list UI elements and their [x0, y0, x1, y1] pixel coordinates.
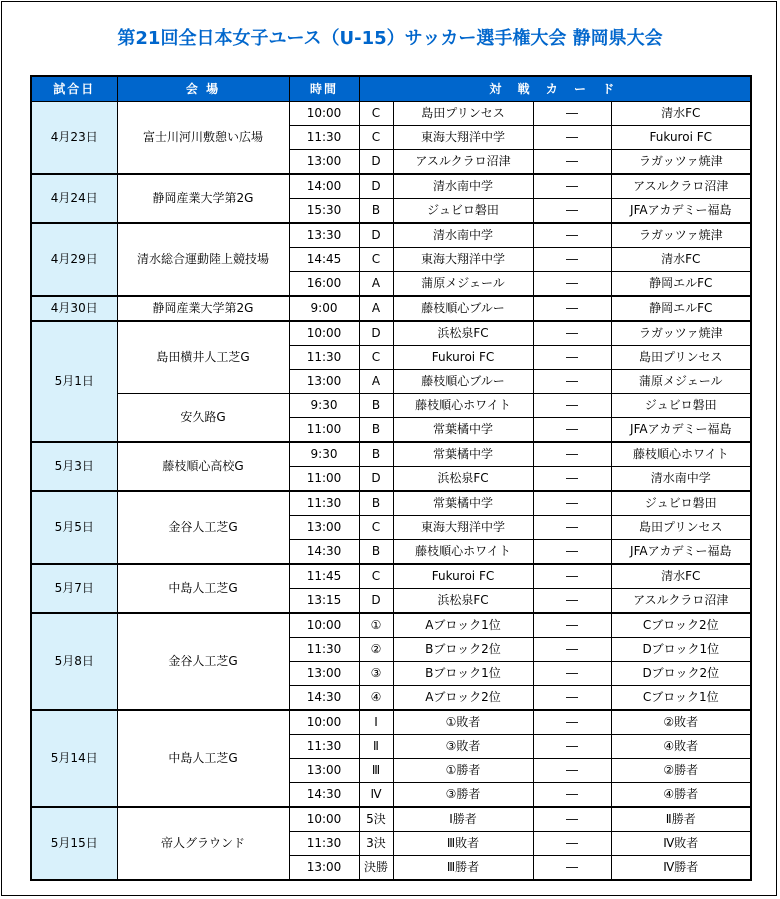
vs-dash: ―	[533, 467, 611, 492]
match-time: 10:00	[289, 613, 359, 638]
home-team: Bブロック1位	[393, 662, 533, 686]
match-venue: 富士川河川敷憩い広場	[117, 102, 289, 175]
home-team: 浜松泉FC	[393, 321, 533, 346]
match-court: C	[359, 248, 393, 272]
table-row	[31, 491, 751, 516]
match-time: 13:00	[289, 759, 359, 783]
away-team: Dブロック1位	[611, 638, 751, 662]
match-time: 15:30	[289, 199, 359, 224]
match-court: Ⅳ	[359, 783, 393, 808]
away-team: JFAアカデミー福島	[611, 199, 751, 224]
vs-dash: ―	[533, 126, 611, 150]
home-team: Ⅲ勝者	[393, 856, 533, 881]
vs-dash: ―	[533, 394, 611, 418]
vs-dash: ―	[533, 174, 611, 199]
vs-dash: ―	[533, 759, 611, 783]
table-row	[31, 102, 751, 126]
header-time: 時間	[289, 76, 359, 102]
header-venue: 会 場	[117, 76, 289, 102]
schedule-body	[31, 102, 751, 881]
header-card: 対 戦 カ ー ド	[359, 76, 751, 102]
home-team: 浜松泉FC	[393, 467, 533, 492]
home-team: アスルクラロ沼津	[393, 150, 533, 175]
match-date: 4月30日	[31, 296, 117, 321]
match-date: 5月14日	[31, 710, 117, 807]
match-time: 11:30	[289, 346, 359, 370]
match-court: Ⅰ	[359, 710, 393, 735]
match-date: 4月24日	[31, 174, 117, 223]
match-time: 10:00	[289, 807, 359, 832]
away-team: アスルクラロ沼津	[611, 589, 751, 614]
match-time: 14:45	[289, 248, 359, 272]
match-time: 13:00	[289, 516, 359, 540]
match-court: A	[359, 296, 393, 321]
match-court: B	[359, 199, 393, 224]
home-team: 藤枝順心ホワイト	[393, 394, 533, 418]
match-time: 9:30	[289, 394, 359, 418]
vs-dash: ―	[533, 199, 611, 224]
home-team: Fukuroi FC	[393, 564, 533, 589]
table-row	[31, 296, 751, 321]
vs-dash: ―	[533, 248, 611, 272]
match-court: ③	[359, 662, 393, 686]
match-time: 11:30	[289, 832, 359, 856]
away-team: 静岡エルFC	[611, 272, 751, 297]
away-team: Ⅳ勝者	[611, 856, 751, 881]
vs-dash: ―	[533, 102, 611, 126]
vs-dash: ―	[533, 807, 611, 832]
home-team: 常葉橘中学	[393, 418, 533, 443]
match-date: 5月15日	[31, 807, 117, 880]
table-row	[31, 394, 751, 418]
match-time: 13:15	[289, 589, 359, 614]
vs-dash: ―	[533, 321, 611, 346]
away-team: ラガッツァ焼津	[611, 223, 751, 248]
home-team: ①敗者	[393, 710, 533, 735]
home-team: 藤枝順心ブルー	[393, 370, 533, 394]
match-venue: 藤枝順心高校G	[117, 442, 289, 491]
match-court: 決勝	[359, 856, 393, 881]
away-team: Fukuroi FC	[611, 126, 751, 150]
away-team: ④敗者	[611, 735, 751, 759]
away-team: Cブロック2位	[611, 613, 751, 638]
vs-dash: ―	[533, 638, 611, 662]
match-court: C	[359, 102, 393, 126]
match-time: 16:00	[289, 272, 359, 297]
vs-dash: ―	[533, 735, 611, 759]
match-time: 13:00	[289, 856, 359, 881]
table-row	[31, 710, 751, 735]
match-court: 5決	[359, 807, 393, 832]
match-court: D	[359, 321, 393, 346]
match-court: ④	[359, 686, 393, 711]
match-date: 5月1日	[31, 321, 117, 442]
vs-dash: ―	[533, 223, 611, 248]
page-title: 第21回全日本女子ユース（U-15）サッカー選手権大会 静岡県大会	[117, 28, 663, 49]
home-team: 浜松泉FC	[393, 589, 533, 614]
away-team: ④勝者	[611, 783, 751, 808]
vs-dash: ―	[533, 296, 611, 321]
match-venue: 中島人工芝G	[117, 564, 289, 613]
match-venue: 安久路G	[117, 394, 289, 443]
vs-dash: ―	[533, 272, 611, 297]
away-team: 清水FC	[611, 564, 751, 589]
vs-dash: ―	[533, 686, 611, 711]
away-team: ②敗者	[611, 710, 751, 735]
match-court: D	[359, 174, 393, 199]
home-team: Ⅰ勝者	[393, 807, 533, 832]
vs-dash: ―	[533, 613, 611, 638]
home-team: 藤枝順心ホワイト	[393, 540, 533, 565]
away-team: Ⅳ敗者	[611, 832, 751, 856]
match-court: B	[359, 418, 393, 443]
match-court: C	[359, 126, 393, 150]
vs-dash: ―	[533, 418, 611, 443]
away-team: JFAアカデミー福島	[611, 418, 751, 443]
match-time: 13:30	[289, 223, 359, 248]
home-team: Aブロック2位	[393, 686, 533, 711]
match-court: D	[359, 150, 393, 175]
home-team: 清水南中学	[393, 223, 533, 248]
match-time: 13:00	[289, 370, 359, 394]
match-court: ②	[359, 638, 393, 662]
table-row	[31, 442, 751, 467]
away-team: 蒲原メジェール	[611, 370, 751, 394]
match-court: B	[359, 394, 393, 418]
match-time: 9:00	[289, 296, 359, 321]
away-team: ②勝者	[611, 759, 751, 783]
match-venue: 静岡産業大学第2G	[117, 174, 289, 223]
away-team: 島田プリンセス	[611, 346, 751, 370]
table-row	[31, 807, 751, 832]
match-time: 11:30	[289, 126, 359, 150]
match-time: 11:30	[289, 735, 359, 759]
match-date: 5月8日	[31, 613, 117, 710]
match-court: B	[359, 442, 393, 467]
match-date: 4月29日	[31, 223, 117, 296]
match-time: 14:30	[289, 686, 359, 711]
home-team: ジュビロ磐田	[393, 199, 533, 224]
home-team: Bブロック2位	[393, 638, 533, 662]
vs-dash: ―	[533, 516, 611, 540]
vs-dash: ―	[533, 540, 611, 565]
match-court: A	[359, 272, 393, 297]
match-court: D	[359, 467, 393, 492]
away-team: ジュビロ磐田	[611, 394, 751, 418]
match-court: D	[359, 589, 393, 614]
vs-dash: ―	[533, 856, 611, 881]
home-team: 藤枝順心ブルー	[393, 296, 533, 321]
match-venue: 清水総合運動陸上競技場	[117, 223, 289, 296]
match-time: 13:00	[289, 662, 359, 686]
home-team: 東海大翔洋中学	[393, 516, 533, 540]
match-time: 11:00	[289, 418, 359, 443]
away-team: 清水FC	[611, 102, 751, 126]
away-team: 清水南中学	[611, 467, 751, 492]
match-time: 9:30	[289, 442, 359, 467]
away-team: ラガッツァ焼津	[611, 150, 751, 175]
vs-dash: ―	[533, 564, 611, 589]
match-court: Ⅲ	[359, 759, 393, 783]
away-team: 清水FC	[611, 248, 751, 272]
away-team: 静岡エルFC	[611, 296, 751, 321]
away-team: Ⅱ勝者	[611, 807, 751, 832]
vs-dash: ―	[533, 370, 611, 394]
match-time: 11:30	[289, 638, 359, 662]
home-team: Fukuroi FC	[393, 346, 533, 370]
match-date: 4月23日	[31, 102, 117, 175]
home-team: 常葉橘中学	[393, 442, 533, 467]
table-row	[31, 223, 751, 248]
match-date: 5月3日	[31, 442, 117, 491]
vs-dash: ―	[533, 442, 611, 467]
table-row	[31, 321, 751, 346]
header-row	[31, 76, 751, 102]
home-team: 清水南中学	[393, 174, 533, 199]
match-date: 5月7日	[31, 564, 117, 613]
away-team: Dブロック2位	[611, 662, 751, 686]
away-team: ジュビロ磐田	[611, 491, 751, 516]
header-date: 試合日	[31, 76, 117, 102]
away-team: ラガッツァ焼津	[611, 321, 751, 346]
vs-dash: ―	[533, 783, 611, 808]
match-time: 14:30	[289, 540, 359, 565]
match-court: Ⅱ	[359, 735, 393, 759]
away-team: アスルクラロ沼津	[611, 174, 751, 199]
away-team: 藤枝順心ホワイト	[611, 442, 751, 467]
match-time: 10:00	[289, 710, 359, 735]
vs-dash: ―	[533, 589, 611, 614]
match-venue: 帝人グラウンド	[117, 807, 289, 880]
home-team: 蒲原メジェール	[393, 272, 533, 297]
match-time: 11:45	[289, 564, 359, 589]
match-time: 14:00	[289, 174, 359, 199]
match-venue: 中島人工芝G	[117, 710, 289, 807]
match-time: 14:30	[289, 783, 359, 808]
vs-dash: ―	[533, 832, 611, 856]
away-team: 島田プリンセス	[611, 516, 751, 540]
match-venue: 静岡産業大学第2G	[117, 296, 289, 321]
match-time: 13:00	[289, 150, 359, 175]
vs-dash: ―	[533, 346, 611, 370]
match-venue: 金谷人工芝G	[117, 491, 289, 564]
match-time: 11:30	[289, 491, 359, 516]
away-team: Cブロック1位	[611, 686, 751, 711]
vs-dash: ―	[533, 150, 611, 175]
match-time: 11:00	[289, 467, 359, 492]
match-court: B	[359, 540, 393, 565]
home-team: 常葉橘中学	[393, 491, 533, 516]
home-team: 東海大翔洋中学	[393, 126, 533, 150]
home-team: 島田プリンセス	[393, 102, 533, 126]
vs-dash: ―	[533, 491, 611, 516]
match-time: 10:00	[289, 102, 359, 126]
table-row	[31, 564, 751, 589]
home-team: ③勝者	[393, 783, 533, 808]
match-venue: 金谷人工芝G	[117, 613, 289, 710]
table-row	[31, 613, 751, 638]
schedule-table	[30, 75, 752, 881]
match-court: B	[359, 491, 393, 516]
match-time: 10:00	[289, 321, 359, 346]
match-court: 3決	[359, 832, 393, 856]
home-team: ①勝者	[393, 759, 533, 783]
away-team: JFAアカデミー福島	[611, 540, 751, 565]
match-court: A	[359, 370, 393, 394]
match-court: D	[359, 223, 393, 248]
home-team: ③敗者	[393, 735, 533, 759]
match-court: ①	[359, 613, 393, 638]
vs-dash: ―	[533, 710, 611, 735]
match-date: 5月5日	[31, 491, 117, 564]
vs-dash: ―	[533, 662, 611, 686]
match-court: C	[359, 346, 393, 370]
match-court: C	[359, 564, 393, 589]
home-team: Aブロック1位	[393, 613, 533, 638]
home-team: Ⅲ敗者	[393, 832, 533, 856]
table-row	[31, 174, 751, 199]
match-court: C	[359, 516, 393, 540]
home-team: 東海大翔洋中学	[393, 248, 533, 272]
match-venue: 島田横井人工芝G	[117, 321, 289, 394]
